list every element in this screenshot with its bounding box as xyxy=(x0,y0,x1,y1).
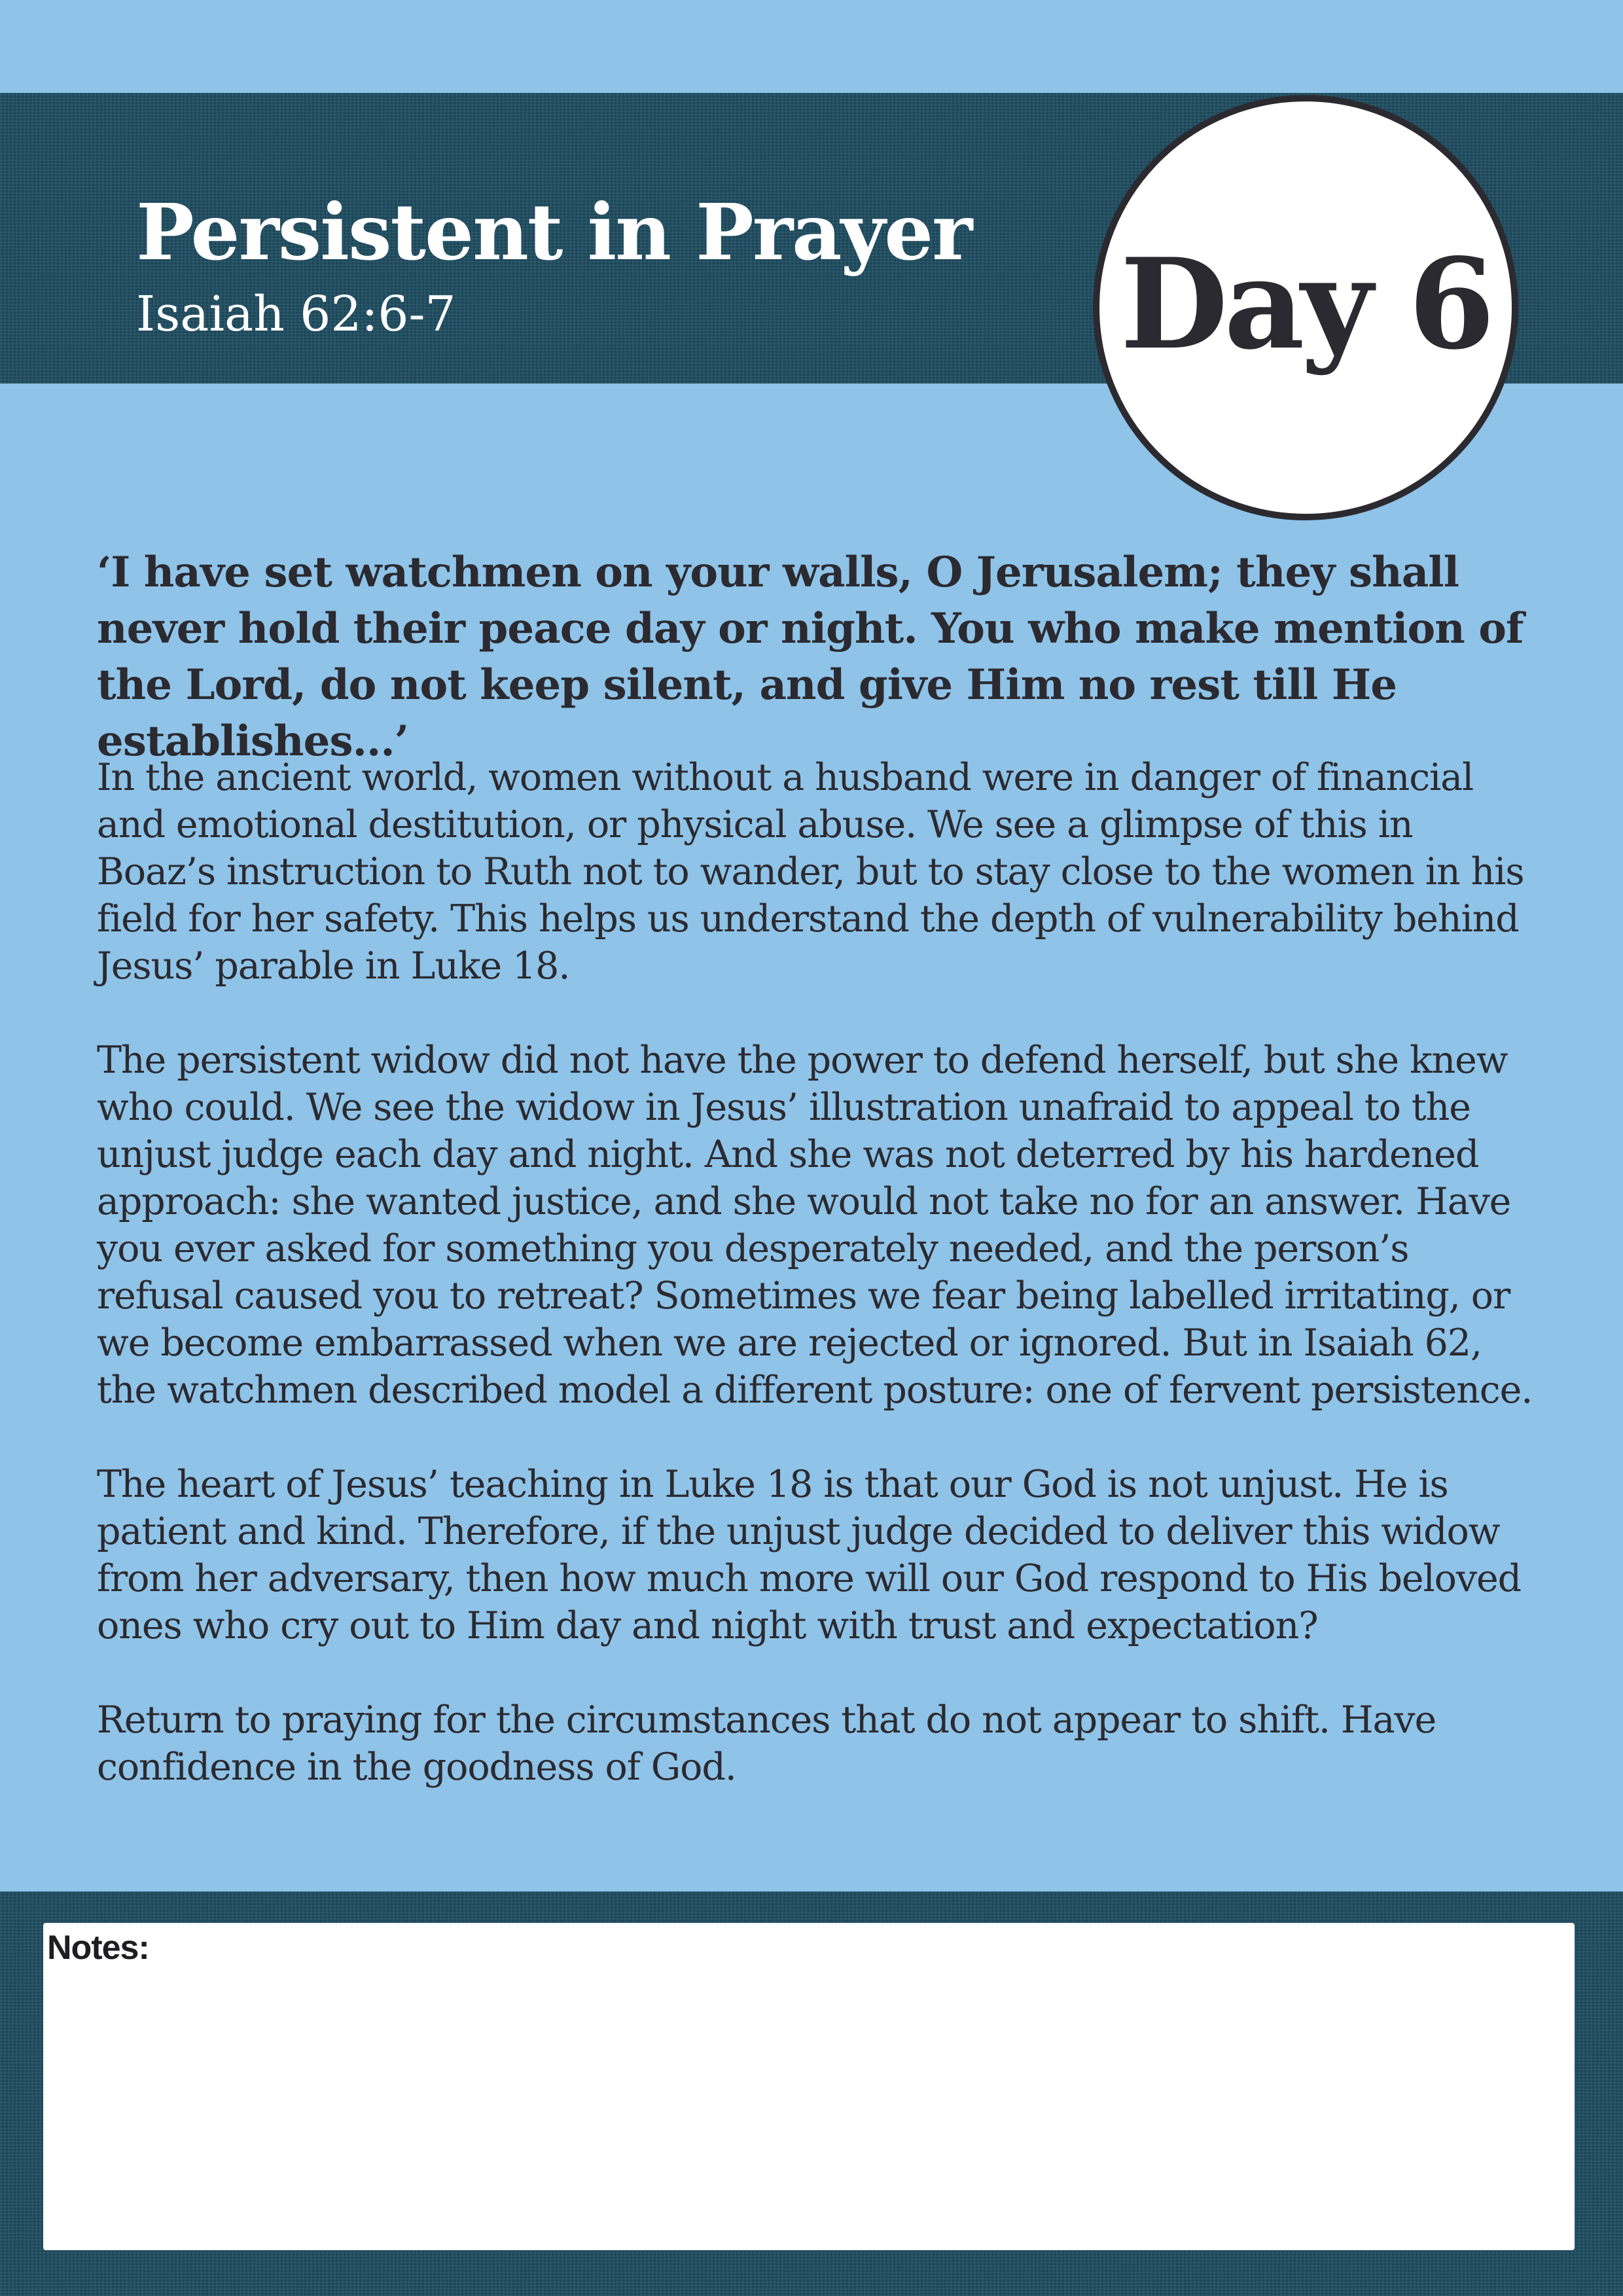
body-paragraph-4: Return to praying for the circumstances that do not appear to shift. Have confidence in the goodness of God. xyxy=(97,1698,1436,1789)
body-paragraph-2: The persistent widow did not have the power to defend herself, but she knew who could. We see the widow in Jesus’ illustration unafraid to appeal to the unjust judge each day and night. And she was not deterred by his hardened approach: she wanted justice, and she would not take no for an answer. Have you ever asked for something you desperately needed, and the person’s refusal caused you to retreat? Sometimes we fear being labelled irritating, or we become embarrassed when we are rejected or ignored. But in Isaiah 62, the watchmen described model a different posture: one of fervent persistence. xyxy=(97,1039,1533,1412)
notes-writing-area[interactable] xyxy=(43,1923,1575,2250)
body-paragraph-3: The heart of Jesus’ teaching in Luke 18 is that our God is not unjust. He is patient and kind. Therefore, if the unjust judge decided to deliver this widow from her adversary, then how much more will our God respond to His beloved ones who cry out to Him day and night with trust and expectation? xyxy=(97,1463,1521,1647)
notes-label: Notes: xyxy=(47,1929,149,1967)
scripture-reference: Isaiah 62:6-7 xyxy=(136,286,456,342)
day-badge xyxy=(1093,95,1518,520)
verse-quote: ‘I have set watchmen on your walls, O Jerusalem; they shall never hold their peace day or night. You who make mention of the Lord, do not keep silent, and give Him no rest till He establishes...’ xyxy=(97,548,1524,766)
body-paragraph-1: In the ancient world, women without a husband were in danger of financial and emotional destitution, or physical abuse. We see a glimpse of this in Boaz’s instruction to Ruth not to wander, but to stay close to the women in his field for her safety. This helps us understand the depth of vulnerability behind Jesus’ parable in Luke 18. xyxy=(97,756,1524,988)
devotional-body xyxy=(97,754,1537,1838)
day-label: Day 6 xyxy=(1120,231,1491,377)
page-title: Persistent in Prayer xyxy=(136,187,972,278)
notes-box xyxy=(43,1923,1575,2250)
